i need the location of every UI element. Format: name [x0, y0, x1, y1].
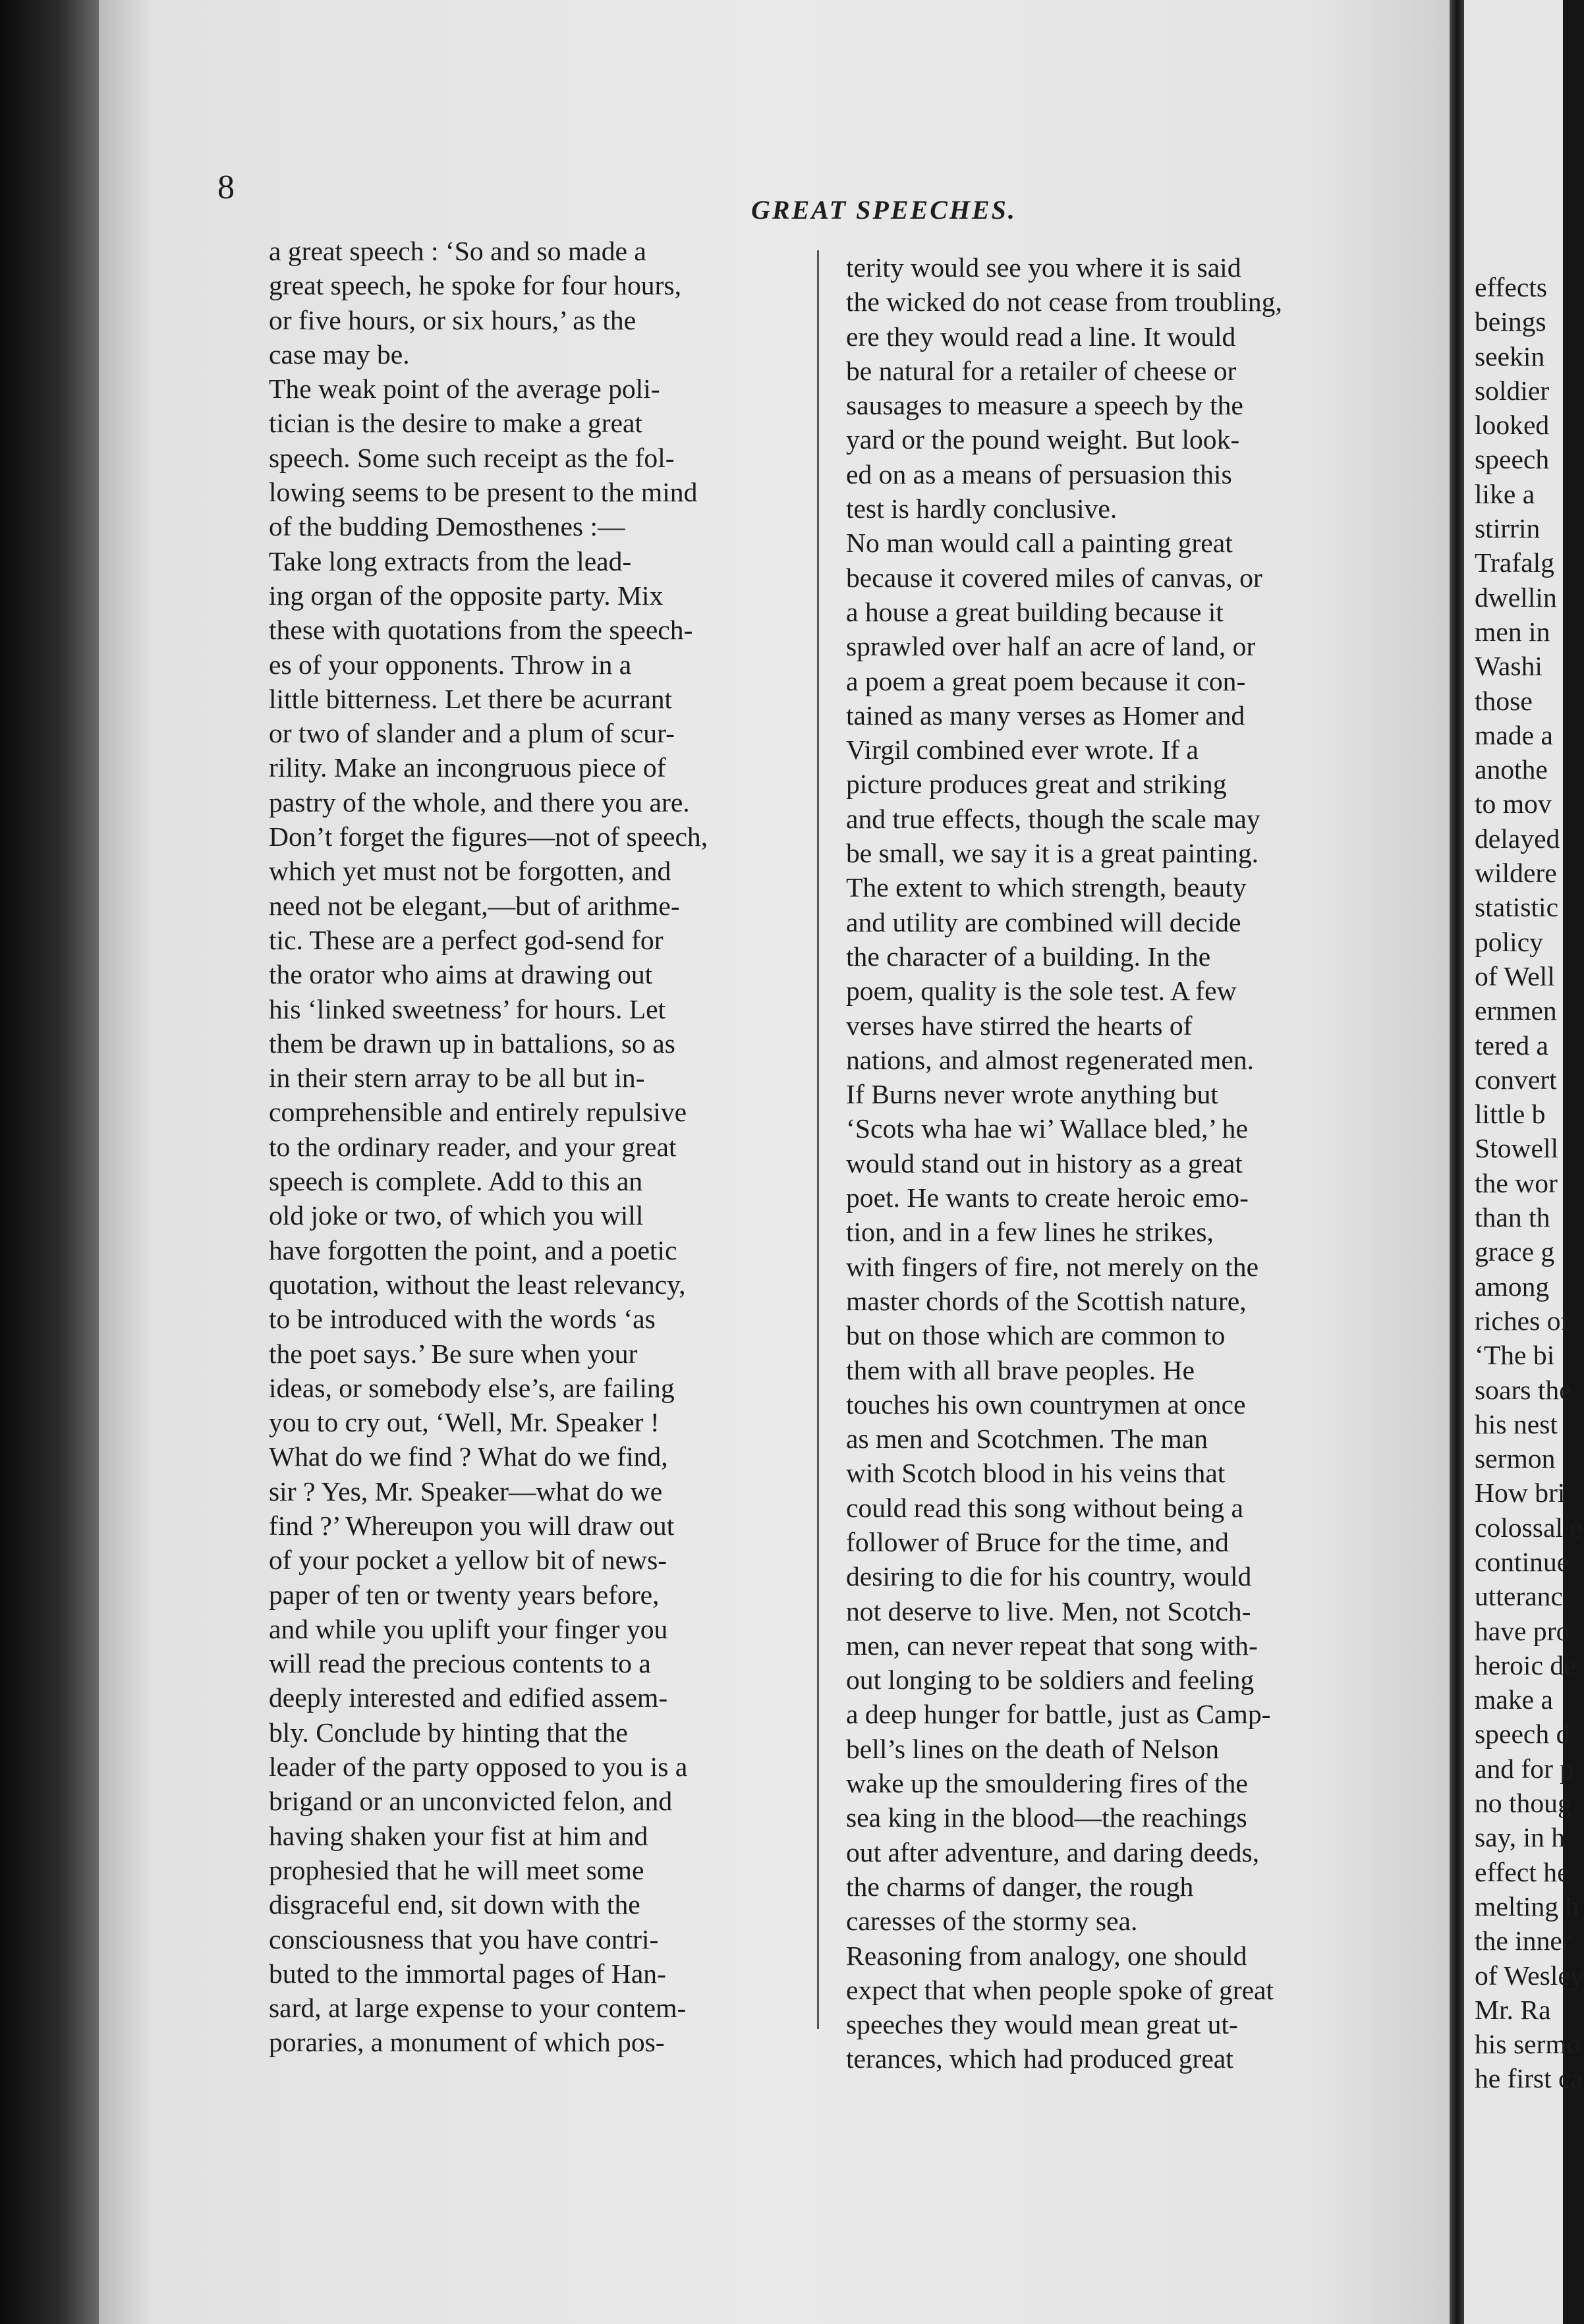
facing-text-line: soldier	[1475, 375, 1550, 406]
facing-text-line: men in	[1475, 616, 1550, 647]
text-line: buted to the immortal pages of Han-	[269, 1958, 666, 1989]
facing-text-line: to mov	[1475, 788, 1552, 819]
text-line: with Scotch blood in his veins that	[846, 1458, 1226, 1489]
text-line: be small, we say it is a great painting.	[846, 838, 1259, 869]
facing-text-line: speech d	[1475, 1719, 1570, 1750]
facing-text-line: colossal e	[1475, 1512, 1582, 1543]
text-line: a deep hunger for battle, just as Camp-	[846, 1699, 1271, 1730]
text-line: What do we find ? What do we find,	[269, 1441, 668, 1472]
text-line: have forgotten the point, and a poetic	[269, 1234, 677, 1265]
text-line: the poet says.’ Be sure when your	[269, 1338, 638, 1369]
facing-text-line: speech	[1475, 444, 1550, 475]
facing-text-line: policy	[1475, 926, 1543, 957]
text-line: old joke or two, of which you will	[269, 1200, 644, 1231]
text-line: terity would see you where it is said	[846, 252, 1241, 283]
text-line: disgraceful end, sit down with the	[269, 1889, 640, 1920]
facing-text-line: of Well	[1475, 960, 1555, 991]
facing-text-line: Stowell	[1475, 1133, 1559, 1164]
text-line: the charms of danger, the rough	[846, 1871, 1194, 1902]
text-line: out longing to be soldiers and feeling	[846, 1665, 1255, 1696]
text-line: nations, and almost regenerated men.	[846, 1044, 1255, 1075]
text-line: sprawled over half an acre of land, or	[846, 631, 1256, 662]
text-line: touches his own countrymen at once	[846, 1389, 1246, 1420]
facing-text-line: delayed	[1475, 823, 1560, 854]
text-line: speeches they would mean great ut-	[846, 2009, 1238, 2040]
text-line: men, can never repeat that song with-	[846, 1630, 1258, 1661]
facing-text-line: Mr. Ra	[1475, 1994, 1551, 2025]
facing-text-line: ‘The bi	[1475, 1340, 1555, 1371]
text-line: and utility are combined will decide	[846, 906, 1241, 937]
facing-text-line: riches of	[1475, 1305, 1570, 1336]
text-line: paper of ten or twenty years before,	[269, 1579, 660, 1610]
text-line: would stand out in history as a great	[846, 1148, 1243, 1178]
facing-text-line: dwellin	[1475, 582, 1557, 613]
facing-text-line: Trafalg	[1475, 547, 1554, 578]
facing-text-line: anothe	[1475, 754, 1548, 785]
text-line: but on those which are common to	[846, 1320, 1226, 1351]
text-line: No man would call a painting great	[846, 528, 1233, 559]
facing-text-line: Washi	[1475, 651, 1542, 682]
text-line: yard or the pound weight. But look-	[846, 424, 1240, 455]
facing-text-line: the inner	[1475, 1925, 1571, 1956]
text-line: sir ? Yes, Mr. Speaker—what do we	[269, 1476, 663, 1507]
facing-text-line: his sermo	[1475, 2029, 1581, 2060]
text-line: will read the precious contents to a	[269, 1648, 651, 1679]
facing-text-line: those	[1475, 685, 1533, 716]
text-line: to the ordinary reader, and your great	[269, 1131, 677, 1162]
text-line: Reasoning from analogy, one should	[846, 1940, 1247, 1971]
text-line: these with quotations from the speech-	[269, 615, 693, 646]
facing-text-line: the wor	[1475, 1167, 1558, 1198]
text-line: The weak point of the average poli-	[269, 374, 660, 404]
text-line: wake up the smouldering fires of the	[846, 1768, 1248, 1799]
text-line: find ?’ Whereupon you will draw out	[269, 1510, 675, 1541]
text-line: out after adventure, and daring deeds,	[846, 1837, 1260, 1868]
text-line: If Burns never wrote anything but	[846, 1079, 1218, 1110]
facing-page-fragment	[1464, 0, 1584, 2324]
text-line: need not be elegant,—but of arithme-	[269, 890, 680, 921]
text-line: caresses of the stormy sea.	[846, 1906, 1138, 1937]
text-line: follower of Bruce for the time, and	[846, 1526, 1229, 1557]
text-line: The extent to which strength, beauty	[846, 872, 1247, 903]
facing-text-line: no thoug	[1475, 1788, 1571, 1819]
text-line: rility. Make an incongruous piece of	[269, 752, 666, 783]
text-line: verses have stirred the hearts of	[846, 1010, 1193, 1041]
facing-text-line: sermon	[1475, 1443, 1556, 1474]
text-line: ing organ of the opposite party. Mix	[269, 580, 664, 611]
text-line: to be introduced with the words ‘as	[269, 1304, 656, 1335]
facing-text-line: statistic	[1475, 892, 1559, 923]
facing-text-line: of Wesley	[1475, 1960, 1584, 1991]
text-line: which yet must not be forgotten, and	[269, 856, 671, 887]
text-line: them be drawn up in battalions, so as	[269, 1028, 675, 1059]
text-line: tained as many verses as Homer and	[846, 700, 1245, 731]
text-line: poem, quality is the sole test. A few	[846, 976, 1237, 1007]
page-number: 8	[217, 169, 235, 206]
text-line: picture produces great and striking	[846, 769, 1227, 800]
text-line: comprehensible and entirely repulsive	[269, 1097, 687, 1128]
facing-text-line: How bri	[1475, 1478, 1566, 1508]
text-line: a great speech : ‘So and so made a	[269, 236, 646, 266]
text-line: desiring to die for his country, would	[846, 1561, 1252, 1592]
facing-text-line: beings	[1475, 306, 1546, 337]
facing-text-line: have pro	[1475, 1615, 1570, 1646]
facing-text-line: wildere	[1475, 858, 1557, 889]
text-line: of your pocket a yellow bit of news-	[269, 1545, 667, 1576]
facing-text-line: seekin	[1475, 341, 1545, 372]
right-text-column	[846, 250, 1282, 2076]
facing-text-line: little b	[1475, 1099, 1546, 1130]
text-line: brigand or an unconvicted felon, and	[269, 1786, 673, 1817]
facing-text-line: say, in h	[1475, 1822, 1566, 1853]
text-line: prophesied that he will meet some	[269, 1854, 644, 1885]
text-line: little bitterness. Let there be acurrant	[269, 683, 673, 714]
text-line: leader of the party opposed to you is a	[269, 1752, 688, 1783]
facing-text-line: he first ca	[1475, 2063, 1583, 2094]
text-line: a house a great building because it	[846, 596, 1224, 627]
text-line: terances, which had produced great	[846, 2043, 1233, 2074]
facing-text-line: effect he	[1475, 1856, 1570, 1887]
text-line: poet. He wants to create heroic emo-	[846, 1182, 1249, 1213]
column-divider	[817, 250, 819, 2029]
facing-text-line: ernmen	[1475, 995, 1557, 1026]
text-line: Take long extracts from the lead-	[269, 545, 632, 576]
text-line: deeply interested and edified assem-	[269, 1682, 668, 1713]
text-line: a poem a great poem because it con-	[846, 665, 1246, 696]
facing-text-line: utteranc	[1475, 1581, 1563, 1612]
book-gutter	[1450, 0, 1464, 2324]
text-line: in their stern array to be all but in-	[269, 1063, 645, 1093]
facing-text-line: continue	[1475, 1546, 1570, 1577]
text-line: sea king in the blood—the reachings	[846, 1802, 1247, 1833]
text-line: the character of a building. In the	[846, 941, 1211, 972]
facing-text-line: soars the	[1475, 1374, 1571, 1405]
text-line: speech. Some such receipt as the fol-	[269, 442, 675, 473]
text-line: could read this song without being a	[846, 1492, 1244, 1523]
text-line: of the budding Demosthenes :—	[269, 511, 625, 542]
text-line: them with all brave peoples. He	[846, 1354, 1195, 1385]
text-line: Don’t forget the figures—not of speech,	[269, 821, 708, 852]
running-head: GREAT SPEECHES.	[751, 195, 1017, 225]
facing-text-line: his nest	[1475, 1408, 1558, 1439]
facing-text-line: than th	[1475, 1202, 1550, 1233]
text-line: and while you uplift your finger you	[269, 1613, 668, 1644]
text-line: test is hardly conclusive.	[846, 493, 1117, 524]
text-line: be natural for a retailer of cheese or	[846, 355, 1237, 386]
text-line: sausages to measure a speech by the	[846, 390, 1243, 421]
text-line: ere they would read a line. It would	[846, 321, 1236, 352]
facing-text-line: stirrin	[1475, 513, 1541, 544]
text-line: or two of slander and a plum of scur-	[269, 718, 675, 749]
facing-text-line: tered a	[1475, 1030, 1548, 1061]
facing-text-line: grace g	[1475, 1236, 1555, 1267]
text-line: his ‘linked sweetness’ for hours. Let	[269, 993, 666, 1024]
text-line: quotation, without the least relevancy,	[269, 1269, 686, 1300]
left-text-column	[269, 234, 708, 2060]
text-line: pastry of the whole, and there you are.	[269, 787, 690, 817]
facing-text-line: convert	[1475, 1064, 1557, 1095]
text-line: tician is the desire to make a great	[269, 408, 643, 439]
text-line: bly. Conclude by hinting that the	[269, 1717, 628, 1748]
facing-text-line: like a	[1475, 478, 1535, 509]
text-line: because it covered miles of canvas, or	[846, 562, 1262, 593]
facing-page-text	[1475, 270, 1584, 2096]
text-line: sard, at large expense to your contem-	[269, 1993, 687, 2024]
text-line: es of your opponents. Throw in a	[269, 649, 632, 680]
scan-left-edge	[0, 0, 99, 2324]
text-line: consciousness that you have contri-	[269, 1923, 659, 1954]
facing-text-line: made a	[1475, 719, 1553, 750]
text-line: bell’s lines on the death of Nelson	[846, 1733, 1220, 1764]
text-line: tic. These are a perfect god-send for	[269, 924, 664, 955]
text-line: poraries, a monument of which pos-	[269, 2027, 665, 2058]
facing-text-line: among	[1475, 1271, 1550, 1302]
facing-text-line: effects	[1475, 272, 1548, 302]
facing-text-line: melting h	[1475, 1891, 1579, 1922]
text-line: great speech, he spoke for four hours,	[269, 270, 681, 301]
text-line: ed on as a means of persuasion this	[846, 458, 1232, 489]
text-line: Virgil combined ever wrote. If a	[846, 734, 1199, 765]
text-line: master chords of the Scottish nature,	[846, 1285, 1247, 1316]
text-line: or five hours, or six hours,’ as the	[269, 304, 636, 335]
text-line: tion, and in a few lines he strikes,	[846, 1217, 1214, 1248]
text-line: ‘Scots wha hae wi’ Wallace bled,’ he	[846, 1113, 1248, 1144]
text-line: ideas, or somebody else’s, are failing	[269, 1372, 675, 1403]
facing-text-line: make a	[1475, 1684, 1553, 1715]
text-line: and true effects, though the scale may	[846, 803, 1260, 834]
text-line: case may be.	[269, 339, 410, 370]
text-line: not deserve to live. Men, not Scotch-	[846, 1595, 1251, 1626]
text-line: the orator who aims at drawing out	[269, 959, 653, 990]
text-line: you to cry out, ‘Well, Mr. Speaker !	[269, 1407, 660, 1438]
facing-text-line: looked	[1475, 410, 1550, 441]
text-line: lowing seems to be present to the mind	[269, 477, 698, 508]
text-line: speech is complete. Add to this an	[269, 1166, 643, 1197]
text-line: with fingers of fire, not merely on the	[846, 1251, 1259, 1282]
text-line: having shaken your fist at him and	[269, 1820, 648, 1851]
facing-text-line: and for p	[1475, 1753, 1574, 1784]
facing-text-line: heroic de	[1475, 1649, 1576, 1680]
text-line: the wicked do not cease from troubling,	[846, 287, 1282, 318]
text-line: expect that when people spoke of great	[846, 1974, 1274, 2005]
text-line: as men and Scotchmen. The man	[846, 1424, 1208, 1454]
